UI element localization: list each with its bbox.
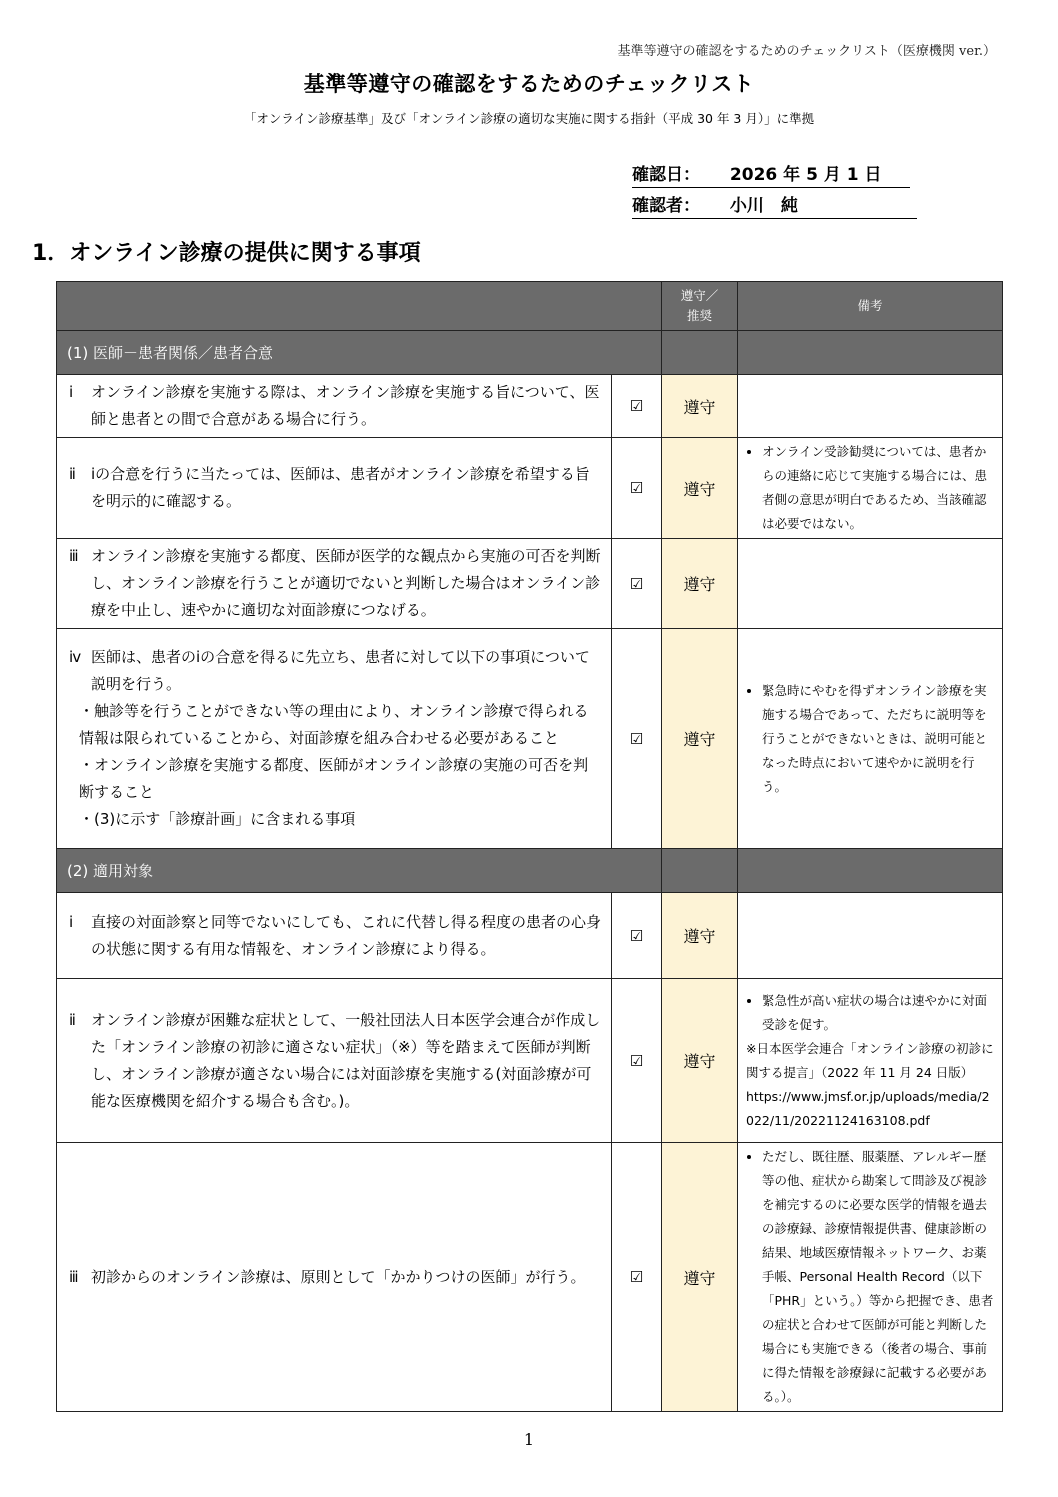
status-cell: 遵守 — [662, 893, 738, 979]
item-text: 初診からのオンライン診療は、原則として「かかりつけの医師」が行う。 — [91, 1267, 586, 1286]
item-bullet: ・(3)に示す「診療計画」に含まれる事項 — [79, 810, 356, 828]
status-cell: 遵守 — [662, 979, 738, 1143]
note-cell — [738, 539, 1003, 629]
table-row — [57, 979, 1003, 1143]
item-number: ⅰ — [69, 912, 74, 931]
checkbox[interactable]: ☑ — [612, 893, 662, 979]
item-number: ⅳ — [69, 648, 82, 666]
checkbox[interactable]: ☑ — [612, 1143, 662, 1412]
table-row — [57, 438, 1003, 539]
group-note-cell — [738, 331, 1003, 375]
item-text: オンライン診療が困難な症状として、一般社団法人日本医学会連合が作成した「オンライン診療の初診に適さない症状」（※）等を踏まえて医師が判断し、オンライン診療が適さない場合には対面診療を実施する(対面診療が可能な医療機関を紹介する場合も含む。)。 — [91, 1010, 601, 1110]
item-number: ⅰ — [69, 383, 74, 401]
item-number: ⅲ — [69, 547, 79, 565]
note-reference: ※日本医学会連合「オンライン診療の初診に関する提言」（2022 年 11 月 24 日版） — [746, 1040, 994, 1080]
status-cell: 遵守 — [662, 1143, 738, 1412]
checkbox[interactable]: ☑ — [612, 629, 662, 849]
confirmation-person — [632, 191, 917, 219]
date-label: 確認日： — [632, 165, 700, 185]
note-cell — [738, 1143, 1003, 1412]
item-text: オンライン診療を実施する際は、オンライン診療を実施する旨について、医師と患者との間で合意がある場合に行う。 — [91, 383, 600, 428]
header-note-cell: 備考 — [738, 282, 1003, 331]
item-number: ⅱ — [69, 1010, 76, 1029]
checklist-table — [56, 281, 1003, 1412]
group-status-cell — [662, 849, 738, 893]
note-cell — [738, 438, 1003, 539]
table-header-row — [57, 282, 1003, 331]
checkbox[interactable]: ☑ — [612, 438, 662, 539]
group-header-row — [57, 331, 1003, 375]
item-bullet: ・オンライン診療を実施する都度、医師がオンライン診療の実施の可否を判断すること — [79, 756, 589, 801]
note-url: https://www.jmsf.or.jp/uploads/media/2022/11/20221124163108.pdf — [746, 1088, 990, 1128]
item-text: オンライン診療を実施する都度、医師が医学的な観点から実施の可否を判断し、オンライン診療を行うことが適切でないと判断した場合はオンライン診療を中止し、速やかに適切な対面診療につなげる。 — [91, 547, 601, 619]
note-text: • ただし、既往歴、服薬歴、アレルギー歴等の他、症状から勘案して問診及び視診を補完するのに必要な医学的情報を過去の診療録、診療情報提供書、健康診断の結果、地域医療情報ネットワーク、お薬手帳、Personal Health Record（以下「PHR」という。）等から把握でき、患者の症状と合わせて医師が可能と判断した場合にも実施できる（後者の場合、事前に得た情報を診療録に記載する必要がある。）。 — [762, 1145, 994, 1409]
group-status-cell — [662, 331, 738, 375]
item-cell — [57, 539, 612, 629]
note-cell — [738, 629, 1003, 849]
header-item-cell — [57, 282, 662, 331]
group-label: (1) 医師－患者関係／患者合意 — [57, 331, 662, 375]
note-text: • 緊急時にやむを得ずオンライン診療を実施する場合であって、ただちに説明等を行うことができないときは、説明可能となった時点において速やかに説明を行う。 — [762, 679, 994, 799]
document-title: 基準等遵守の確認をするためのチェックリスト — [303, 72, 755, 96]
checkbox[interactable]: ☑ — [612, 375, 662, 438]
item-bullet: ・触診等を行うことができない等の理由により、オンライン診療で得られる情報は限られていることから、対面診療を組み合わせる必要があること — [79, 702, 589, 747]
group-note-cell — [738, 849, 1003, 893]
document-subtitle: 「オンライン診療基準」及び「オンライン診療の適切な実施に関する指針（平成 30 年 3 月）」に準拠 — [243, 111, 815, 126]
item-cell — [57, 979, 612, 1143]
item-number: ⅲ — [69, 1267, 79, 1286]
item-text: 医師は、患者のⅰの合意を得るに先立ち、患者に対して以下の事項について説明を行う。 — [91, 648, 590, 693]
running-title: 基準等遵守の確認をするためのチェックリスト（医療機関 ver.） — [617, 44, 996, 59]
item-cell — [57, 375, 612, 438]
table-row — [57, 375, 1003, 438]
table-row — [57, 1143, 1003, 1412]
group-header-row — [57, 849, 1003, 893]
date-value: 2026 年 5 月 1 日 — [729, 165, 882, 185]
note-text: • オンライン受診勧奨については、患者からの連絡に応じて実施する場合には、患者側の意思が明白であるため、当該確認は必要ではない。 — [762, 440, 994, 536]
status-cell: 遵守 — [662, 438, 738, 539]
checkbox[interactable]: ☑ — [612, 539, 662, 629]
item-number: ⅱ — [69, 465, 76, 483]
status-cell: 遵守 — [662, 629, 738, 849]
person-label: 確認者： — [632, 196, 700, 216]
item-text: 直接の対面診察と同等でないにしても、これに代替し得る程度の患者の心身の状態に関する有用な情報を、オンライン診療により得る。 — [91, 912, 602, 958]
item-cell — [57, 438, 612, 539]
table-row — [57, 539, 1003, 629]
header-status-cell: 遵守／ 推奨 — [662, 282, 738, 331]
item-cell — [57, 893, 612, 979]
page-number: 1 — [523, 1430, 535, 1449]
confirmation-date — [632, 160, 910, 188]
note-cell — [738, 375, 1003, 438]
person-value: 小川 純 — [729, 196, 798, 216]
table-row — [57, 629, 1003, 849]
note-cell — [738, 893, 1003, 979]
status-cell: 遵守 — [662, 375, 738, 438]
table-row — [57, 893, 1003, 979]
group-label: (2) 適用対象 — [57, 849, 662, 893]
note-cell — [738, 979, 1003, 1143]
item-text: ⅰの合意を行うに当たっては、医師は、患者がオンライン診療を希望する旨を明示的に確認する。 — [91, 465, 590, 510]
checkbox[interactable]: ☑ — [612, 979, 662, 1143]
status-cell: 遵守 — [662, 539, 738, 629]
checklist-body — [57, 331, 1003, 1412]
item-cell — [57, 1143, 612, 1412]
item-cell — [57, 629, 612, 849]
note-text: • 緊急性が高い症状の場合は速やかに対面受診を促す。 — [762, 989, 994, 1037]
section-heading: 1．オンライン診療の提供に関する事項 — [32, 241, 421, 266]
